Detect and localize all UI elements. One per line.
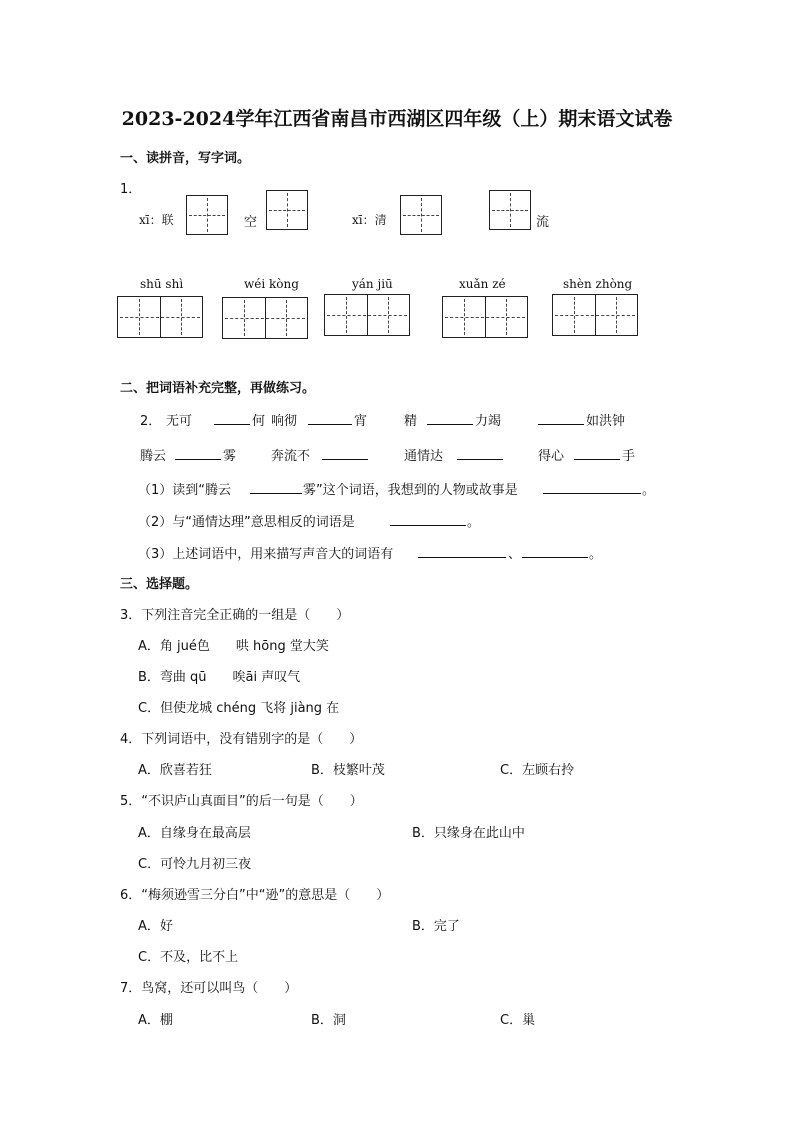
q7-option-c[interactable]: C．巢 — [500, 1013, 536, 1028]
blank-10[interactable] — [543, 481, 641, 494]
q2-w13: 手 — [622, 449, 636, 464]
blank-4[interactable] — [538, 412, 584, 425]
section2-heading: 二、把词语补充完整，再做练习。 — [120, 381, 316, 396]
pinyin-1: shū shì — [140, 277, 184, 291]
q6-option-a[interactable]: A．好 — [138, 919, 173, 934]
pinyin-3: yán jiū — [352, 277, 393, 291]
q2-sub1-a: （1）读到“腾云 — [138, 483, 232, 498]
blank-1[interactable] — [214, 412, 250, 425]
q2-w7: 如洪钟 — [586, 414, 626, 429]
q5-option-c[interactable]: C．可怜九月初三夜 — [138, 857, 252, 872]
q4-option-c[interactable]: C．左顾右拎 — [500, 763, 575, 778]
q2-w2: 何 — [252, 414, 266, 429]
row1-prefix-b: xī：清 — [352, 213, 387, 227]
q3-option-c[interactable]: C．但使龙城 chéng 飞将 jiàng 在 — [138, 701, 340, 716]
q6-stem: 6．“梅须逊雪三分白”中“逊”的意思是（ ） — [120, 888, 390, 903]
q2-sub3-sep: 、 — [508, 547, 522, 562]
q3-option-b[interactable]: B．弯曲 qū 唉āi 声叹气 — [138, 670, 301, 685]
pinyin-box-4[interactable] — [442, 296, 528, 338]
blank-11[interactable] — [390, 513, 466, 526]
section1-heading: 一、读拼音，写字词。 — [120, 151, 251, 166]
blank-5[interactable] — [175, 447, 221, 460]
pinyin-5: shèn zhòng — [563, 277, 633, 291]
pinyin-box-2[interactable] — [222, 297, 308, 339]
q2-number: 2． — [140, 414, 162, 429]
blank-3[interactable] — [427, 412, 473, 425]
q4-stem: 4．下列词语中，没有错别字的是（ ） — [120, 732, 363, 747]
q2-sub2: （2）与“通情达理”意思相反的词语是 — [138, 515, 355, 530]
q2-w10: 奔流不 — [271, 449, 311, 464]
row1-suffix-b: 流 — [536, 215, 550, 230]
q2-sub1-b: 雾”这个词语，我想到的人物或故事是 — [303, 483, 518, 498]
q2-sub3-end: 。 — [589, 547, 603, 562]
q6-option-b[interactable]: B．完了 — [412, 919, 460, 934]
row1-mid-a: 空 — [244, 215, 258, 230]
q2-sub3: （3）上述词语中，用来描写声音大的词语有 — [138, 547, 394, 562]
blank-9[interactable] — [250, 481, 302, 494]
blank-6[interactable] — [322, 447, 368, 460]
page-title: 2023-2024学年江西省南昌市西湖区四年级（上）期末语文试卷 — [121, 108, 673, 130]
q1-number: 1． — [120, 182, 142, 197]
q4-option-b[interactable]: B．枝繁叶茂 — [311, 763, 385, 778]
write-box-a[interactable] — [186, 195, 228, 235]
blank-2[interactable] — [308, 412, 352, 425]
blank-8[interactable] — [574, 447, 620, 460]
q3-option-a[interactable]: A．角 jué色 哄 hōng 堂大笑 — [138, 639, 329, 654]
write-box-d[interactable] — [489, 190, 531, 230]
q5-stem: 5．“不识庐山真面目”的后一句是（ ） — [120, 794, 363, 809]
blank-12[interactable] — [418, 545, 506, 558]
pinyin-2: wéi kòng — [244, 277, 299, 291]
write-box-b[interactable] — [266, 190, 308, 230]
q2-sub1-end: 。 — [642, 483, 656, 498]
write-box-c[interactable] — [400, 195, 442, 235]
q2-w12: 得心 — [538, 449, 565, 464]
pinyin-box-3[interactable] — [324, 294, 410, 336]
q2-w11: 通情达 — [404, 449, 444, 464]
section3-heading: 三、选择题。 — [120, 577, 199, 592]
blank-7[interactable] — [457, 447, 503, 460]
blank-13[interactable] — [522, 545, 588, 558]
q7-option-b[interactable]: B．洞 — [311, 1013, 346, 1028]
pinyin-box-5[interactable] — [552, 294, 638, 336]
q7-stem: 7．鸟窝，还可以叫鸟（ ） — [120, 981, 298, 996]
q2-sub2-end: 。 — [467, 515, 481, 530]
q7-option-a[interactable]: A．棚 — [138, 1013, 173, 1028]
q2-w5: 精 — [404, 414, 418, 429]
row1-prefix-a: xī：联 — [139, 213, 174, 227]
q2-w1: 无可 — [166, 414, 193, 429]
q5-option-a[interactable]: A．自缘身在最高层 — [138, 826, 251, 841]
q5-option-b[interactable]: B．只缘身在此山中 — [412, 826, 525, 841]
q4-option-a[interactable]: A．欣喜若狂 — [138, 763, 212, 778]
q2-w9: 雾 — [223, 449, 237, 464]
q2-w8: 腾云 — [140, 449, 167, 464]
q2-w6: 力竭 — [475, 414, 502, 429]
pinyin-4: xuǎn zé — [459, 277, 506, 291]
q3-stem: 3．下列注音完全正确的一组是（ ） — [120, 608, 350, 623]
q2-w3: 响彻 — [271, 414, 298, 429]
q6-option-c[interactable]: C．不及，比不上 — [138, 950, 239, 965]
q2-w4: 宵 — [354, 414, 368, 429]
pinyin-box-1[interactable] — [117, 296, 203, 338]
